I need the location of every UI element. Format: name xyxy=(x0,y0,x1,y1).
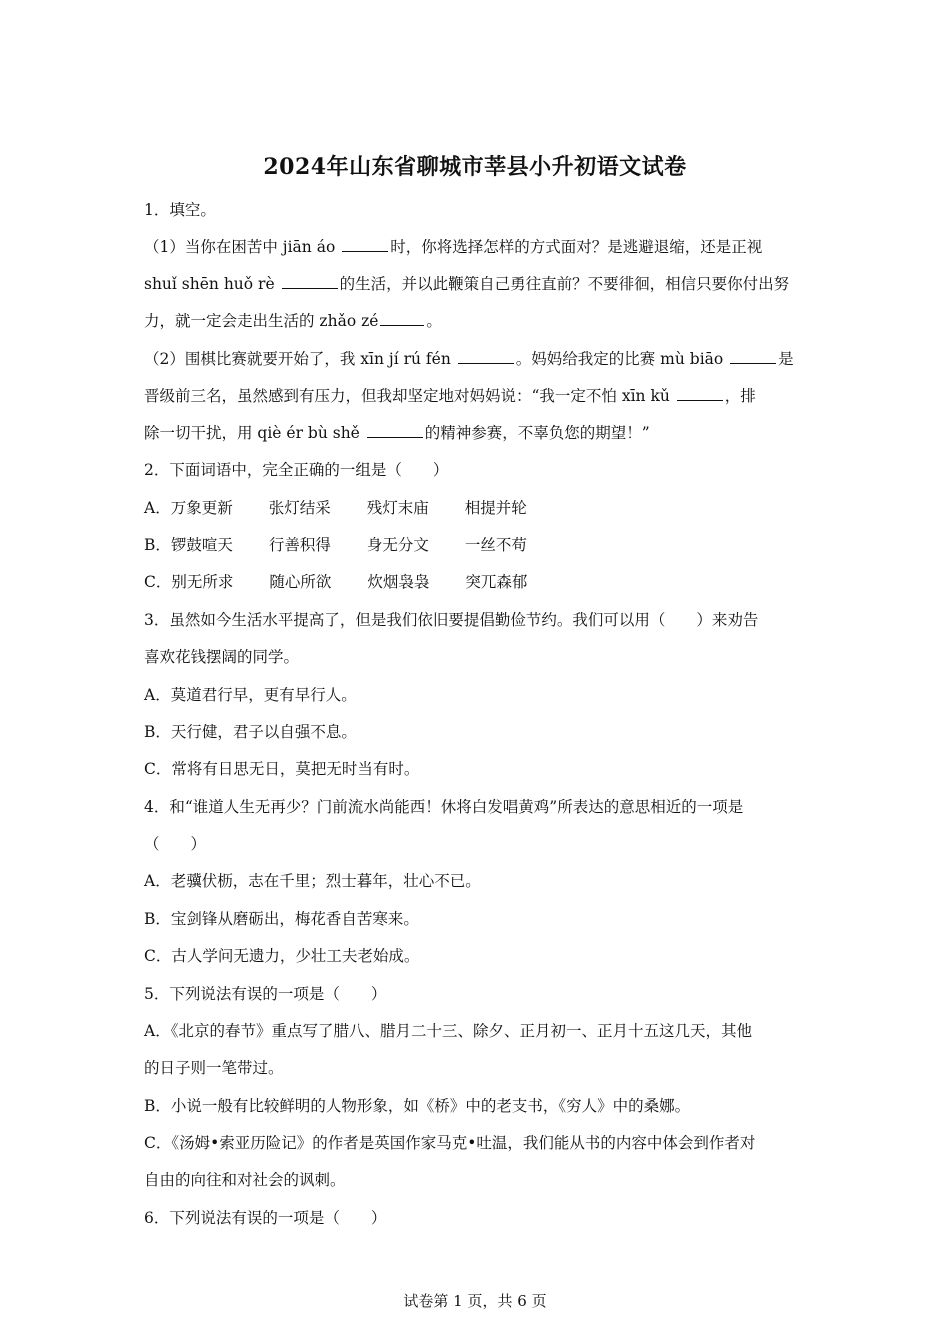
option-word: 残灯末庙 xyxy=(366,499,429,517)
option-label: A． xyxy=(144,499,171,517)
answer-blank[interactable] xyxy=(677,382,723,401)
option-label: B． xyxy=(144,536,171,554)
q1-part2-text-d: 晋级前三名，虽然感到有压力，但我却坚定地对妈妈说：“我一定不怕 xīn kǔ xyxy=(144,387,675,405)
option-word: 行善积得 xyxy=(268,536,331,554)
q1-part2-line1 xyxy=(144,345,808,373)
q6-stem: 6．下列说法有误的一项是（ ） xyxy=(144,1209,387,1227)
q1-part1-line2 xyxy=(144,270,808,298)
q1-part2-line3 xyxy=(144,419,808,447)
q4-option-c[interactable]: C．古人学问无遗力，少壮工夫老始成。 xyxy=(144,947,420,965)
q1-part2-text-c: 是 xyxy=(778,350,794,368)
q3-stem-line1: 3．虽然如今生活水平提高了，但是我们依旧要提倡勤俭节约。我们可以用（ ）来劝告 xyxy=(144,611,759,629)
option-word: 随心所欲 xyxy=(269,573,332,591)
q1-part1-text-a: （1）当你在困苦中 jiān áo xyxy=(144,238,341,256)
q5-option-a-line2[interactable]: 的日子则一笔带过。 xyxy=(144,1059,284,1077)
answer-blank[interactable] xyxy=(342,233,388,252)
option-word: 锣鼓喧天 xyxy=(170,536,233,554)
q5-option-b[interactable]: B．小说一般有比较鲜明的人物形象，如《桥》中的老支书，《穷人》中的桑娜。 xyxy=(144,1097,691,1115)
q1-part1-text-b: 时，你将选择怎样的方式面对？是逃避退缩，还是正视 xyxy=(390,238,763,256)
option-word: 突兀森郁 xyxy=(465,573,528,591)
q2-option-c[interactable] xyxy=(144,568,808,596)
q3-option-c[interactable]: C．常将有日思无日，莫把无时当有时。 xyxy=(144,760,420,778)
option-label: C． xyxy=(144,573,172,591)
q3-option-a[interactable]: A．莫道君行早，更有早行人。 xyxy=(144,686,357,704)
q3-stem-line2: 喜欢花钱摆阔的同学。 xyxy=(144,648,300,666)
option-word: 身无分文 xyxy=(366,536,429,554)
q1-stem: 1．填空。 xyxy=(144,201,216,219)
option-word: 张灯结采 xyxy=(268,499,331,517)
q1-part2-text-f: 除一切干扰，用 qiè ér bù shě xyxy=(144,424,365,442)
answer-blank[interactable] xyxy=(458,345,514,364)
answer-blank[interactable] xyxy=(367,419,423,438)
q2-stem: 2．下面词语中，完全正确的一组是（ ） xyxy=(144,461,449,479)
q1-part1-text-d: 的生活，并以此鞭策自己勇往直前？不要徘徊，相信只要你付出努 xyxy=(339,275,790,293)
option-word: 别无所求 xyxy=(171,573,234,591)
q4-option-a[interactable]: A．老骥伏枥，志在千里；烈士暮年，壮心不已。 xyxy=(144,872,481,890)
q1-part2-text-a: （2）围棋比赛就要开始了，我 xīn jí rú fén xyxy=(144,350,456,368)
q5-option-a-line1[interactable]: A．《北京的春节》重点写了腊八、腊月二十三、除夕、正月初一、正月十五这几天，其他 xyxy=(144,1022,752,1040)
q1-part2-line2 xyxy=(144,382,808,410)
q1-part1-text-f: 。 xyxy=(426,312,442,330)
option-word: 万象更新 xyxy=(170,499,233,517)
page-title: 2024年山东省聊城市莘县小升初语文试卷 xyxy=(263,154,687,180)
q4-option-b[interactable]: B．宝剑锋从磨砺出，梅花香自苦寒来。 xyxy=(144,910,419,928)
q1-part1-line1 xyxy=(144,233,808,261)
q3-option-b[interactable]: B．天行健，君子以自强不息。 xyxy=(144,723,357,741)
option-word: 相提并轮 xyxy=(464,499,527,517)
q1-part2-text-g: 的精神参赛，不辜负您的期望！” xyxy=(424,424,650,442)
option-word: 炊烟袅袅 xyxy=(367,573,430,591)
page-footer: 试卷第 1 页，共 6 页 xyxy=(403,1292,547,1310)
q5-option-c-line2[interactable]: 自由的向往和对社会的讽刺。 xyxy=(144,1171,346,1189)
q2-option-b[interactable] xyxy=(144,531,808,559)
answer-blank[interactable] xyxy=(282,270,338,289)
q1-part2-text-e: ，排 xyxy=(724,387,756,405)
q5-stem: 5．下列说法有误的一项是（ ） xyxy=(144,985,387,1003)
q4-stem-line1: 4．和“谁道人生无再少？门前流水尚能西！休将白发唱黄鸡”所表达的意思相近的一项是 xyxy=(144,798,744,816)
q1-part1-text-e: 力，就一定会走出生活的 zhǎo zé xyxy=(144,312,379,330)
q2-option-a[interactable] xyxy=(144,494,808,522)
q4-stem-line2: （ ） xyxy=(144,835,207,853)
q1-part1-text-c: shuǐ shēn huǒ rè xyxy=(144,275,280,293)
answer-blank[interactable] xyxy=(730,345,776,364)
q1-part2-text-b: 。妈妈给我定的比赛 mù biāo xyxy=(515,350,729,368)
q1-part1-line3 xyxy=(144,307,808,335)
q5-option-c-line1[interactable]: C．《汤姆•索亚历险记》的作者是英国作家马克•吐温，我们能从书的内容中体会到作者对 xyxy=(144,1134,756,1152)
answer-blank[interactable] xyxy=(380,307,424,326)
option-word: 一丝不苟 xyxy=(464,536,527,554)
